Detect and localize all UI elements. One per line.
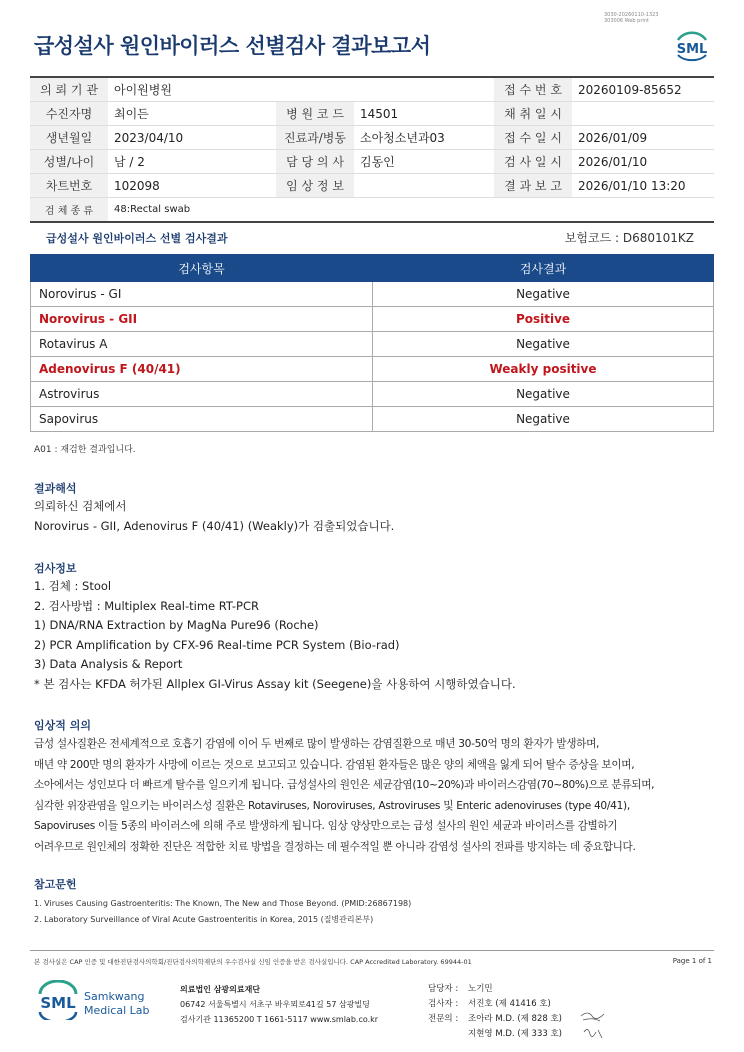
info-value: 102098 xyxy=(108,174,276,198)
info-value: 아이원병원 xyxy=(108,77,276,102)
interpretation-heading: 결과해석 xyxy=(34,482,77,495)
table-row xyxy=(31,382,714,407)
test-result: Negative xyxy=(373,332,714,357)
info-row xyxy=(30,150,714,174)
info-label: 접 수 일 시 xyxy=(494,126,572,150)
text-line: 급성 설사질환은 전세계적으로 호흡기 감염에 이어 두 번째로 많이 발생하는 감염질환으로 매년 30-50억 명의 환자가 발생하며, xyxy=(34,738,600,750)
info-value: 남 / 2 xyxy=(108,150,276,174)
test-info-heading: 검사정보 xyxy=(34,562,77,575)
insurance-code: 보험코드 : D680101KZ xyxy=(564,231,694,245)
info-value xyxy=(572,102,714,126)
text-line: Sapoviruses 이들 5종의 바이러스에 의해 주로 발생하게 됩니다. 임상 양상만으로는 급성 설사의 원인 세균과 바이러스를 감별하기 xyxy=(34,820,618,832)
doc-id-line: 3030-20260110-1323 xyxy=(604,12,659,18)
test-result: Negative xyxy=(373,382,714,407)
info-label: 의 뢰 기 관 xyxy=(30,77,108,102)
staff-role: 담당자 : xyxy=(428,984,459,994)
staff-name: 서진호 (제 41416 호) xyxy=(468,999,551,1009)
test-item: Sapovirus xyxy=(31,407,373,432)
info-label: 임 상 정 보 xyxy=(276,174,354,198)
clinical-heading: 임상적 의의 xyxy=(34,719,91,732)
accreditation-note: 본 검사실은 CAP 인증 및 대한진단검사의학회/진단검사의학재단의 우수검사실 신임 인증을 받은 검사실입니다. CAP Accredited Laboratory. 69944-01 xyxy=(34,958,472,966)
info-value xyxy=(354,77,494,102)
staff-role: 전문의 : xyxy=(428,1014,459,1024)
corporate-info xyxy=(180,982,378,1027)
test-result: Positive xyxy=(373,307,714,332)
staff-name: 노기민 xyxy=(468,984,493,994)
text-line: 1) DNA/RNA Extraction by MagNa Pure96 (Roche) xyxy=(34,618,319,632)
staff-line xyxy=(428,982,562,997)
text-line: * 본 검사는 KFDA 허가된 Allplex GI-Virus Assay kit (Seegene)을 사용하여 시행하였습니다. xyxy=(34,676,516,691)
sml-logo-icon xyxy=(672,28,712,62)
results-heading: 급성설사 원인바이러스 선별 검사결과 xyxy=(46,232,228,245)
staff-line xyxy=(428,1012,562,1027)
col-header-result: 검사결과 xyxy=(373,255,714,282)
patient-info-table xyxy=(30,76,714,223)
col-header-item: 검사항목 xyxy=(31,255,373,282)
info-label: 생년월일 xyxy=(30,126,108,150)
results-header-row xyxy=(31,255,714,282)
footer-logo-line2: Medical Lab xyxy=(84,1004,150,1017)
info-label: 담 당 의 사 xyxy=(276,150,354,174)
info-value: 소아청소년과03 xyxy=(354,126,494,150)
info-label: 성별/나이 xyxy=(30,150,108,174)
info-row xyxy=(30,198,714,223)
text-line: 어려우므로 원인체의 정확한 진단은 적합한 치료 방법을 결정하는 데 필수적일 뿐 아니라 감염성 설사의 전파를 방지하는 데 중요합니다. xyxy=(34,840,636,853)
table-row xyxy=(31,307,714,332)
test-item: Astrovirus xyxy=(31,382,373,407)
info-row xyxy=(30,174,714,198)
staff-role: 검사자 : xyxy=(428,999,459,1009)
interpretation-text xyxy=(34,497,394,536)
info-row xyxy=(30,126,714,150)
staff-name: 조아라 M.D. (제 828 호) xyxy=(468,1014,563,1024)
report-title: 급성설사 원인바이러스 선별검사 결과보고서 xyxy=(34,34,431,58)
text-line: 매년 약 200만 명의 환자가 사망에 이르는 것으로 보고되고 있습니다. 감염된 환자들은 많은 양의 체액을 잃게 되어 탈수 증상을 보이며, xyxy=(34,758,635,771)
footer-divider xyxy=(30,950,714,951)
logo-text: SML xyxy=(676,42,708,57)
info-label: 진료과/병동 xyxy=(276,126,354,150)
references-list xyxy=(34,896,411,928)
test-item: Norovirus - GII xyxy=(31,307,373,332)
table-row xyxy=(31,357,714,382)
specimen-label: 검 체 종 류 xyxy=(30,198,108,223)
info-label: 수진자명 xyxy=(30,102,108,126)
info-row xyxy=(30,102,714,126)
signature-icon xyxy=(578,1008,612,1044)
page-number: Page 1 of 1 xyxy=(672,957,712,965)
corp-address: 06742 서울특별시 서초구 바우뫼로41길 57 삼광빌딩 xyxy=(180,1000,370,1009)
info-label: 채 취 일 시 xyxy=(494,102,572,126)
text-line: 3) Data Analysis & Report xyxy=(34,657,183,671)
test-result: Weakly positive xyxy=(373,357,714,382)
info-label xyxy=(276,77,354,102)
corp-name: 의료법인 삼광의료재단 xyxy=(180,985,261,994)
info-label: 검 사 일 시 xyxy=(494,150,572,174)
footer-logo-line1: Samkwang xyxy=(84,990,145,1003)
text-line: 2. 검사방법 : Multiplex Real-time RT-PCR xyxy=(34,598,259,613)
staff-name: 지현영 M.D. (제 333 호) xyxy=(468,1029,563,1039)
test-result: Negative xyxy=(373,282,714,307)
info-value: 2026/01/10 xyxy=(572,150,714,174)
text-line: 2) PCR Amplification by CFX-96 Real-time PCR System (Bio-rad) xyxy=(34,637,400,652)
text-line: 1. 검체 : Stool xyxy=(34,579,112,593)
retest-note: A01 : 재검한 결과입니다. xyxy=(34,445,136,455)
text-line: Norovirus - GII, Adenovirus F (40/41) (Weakly)가 검출되었습니다. xyxy=(34,518,395,533)
test-item: Adenovirus F (40/41) xyxy=(31,357,373,382)
text-line: 소아에서는 성인보다 더 빠르게 탈수를 일으키게 됩니다. 급성설사의 원인은 세균감염(10~20%)과 바이러스감염(70~80%)으로 분류되며, xyxy=(34,779,655,791)
info-value: 20260109-85652 xyxy=(572,77,714,102)
staff-signatures xyxy=(428,982,562,1042)
text-line: 의뢰하신 검체에서 xyxy=(34,499,127,513)
specimen-value: 48:Rectal swab xyxy=(108,198,714,223)
results-table xyxy=(30,254,714,432)
reference-item: 1. Viruses Causing Gastroenteritis: The Known, The New and Those Beyond. (PMID:26867198) xyxy=(34,899,412,908)
info-label: 병 원 코 드 xyxy=(276,102,354,126)
table-row xyxy=(31,282,714,307)
info-value: 2026/01/10 13:20 xyxy=(572,174,714,198)
clinical-text xyxy=(34,734,654,857)
test-item: Rotavirus A xyxy=(31,332,373,357)
info-value: 최이든 xyxy=(108,102,276,126)
text-line: 심각한 위장관염을 일으키는 바이러스성 질환은 Rotaviruses, Noroviruses, Astroviruses 및 Enteric adenoviruses (type 40/41), xyxy=(34,799,630,812)
corp-contact: 검사기관 11365200 T 1661-5117 www.smlab.co.kr xyxy=(180,1015,379,1024)
staff-line xyxy=(428,1027,562,1042)
sml-footer-logo-icon xyxy=(36,980,156,1020)
staff-line xyxy=(428,997,562,1012)
info-value: 2023/04/10 xyxy=(108,126,276,150)
info-value: 2026/01/09 xyxy=(572,126,714,150)
info-label: 차트번호 xyxy=(30,174,108,198)
info-value: 김동인 xyxy=(354,150,494,174)
test-result: Negative xyxy=(373,407,714,432)
test-info-text xyxy=(34,577,516,694)
info-label: 결 과 보 고 xyxy=(494,174,572,198)
table-row xyxy=(31,407,714,432)
test-item: Norovirus - GI xyxy=(31,282,373,307)
document-id xyxy=(604,12,659,24)
references-heading: 참고문헌 xyxy=(34,878,77,891)
reference-item: 2. Laboratory Surveillance of Viral Acute Gastroenteritis in Korea, 2015 (질병관리본부) xyxy=(34,915,374,924)
doc-id-line: 303006 Web print xyxy=(604,18,649,24)
table-row xyxy=(31,332,714,357)
info-row xyxy=(30,77,714,102)
info-label: 접 수 번 호 xyxy=(494,77,572,102)
info-value: 14501 xyxy=(354,102,494,126)
footer-logo-main: SML xyxy=(40,994,76,1012)
info-value xyxy=(354,174,494,198)
